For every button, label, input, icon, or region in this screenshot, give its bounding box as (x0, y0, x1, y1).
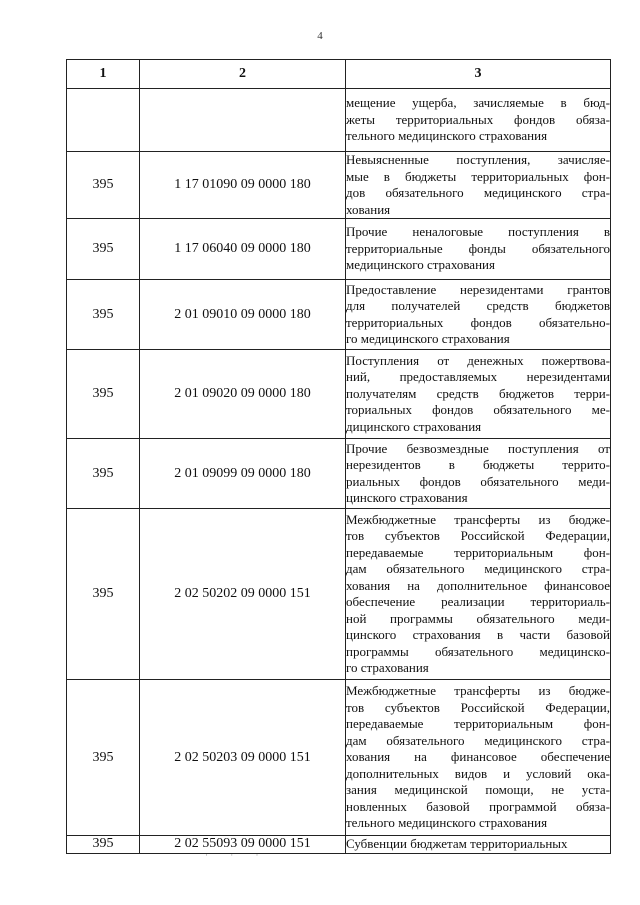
table-body (67, 89, 611, 854)
description-line: Межбюджетные трансферты из бюдже- (346, 683, 610, 699)
revenue-code-cell: 2 02 50203 09 0000 151 (140, 680, 346, 836)
revenue-code-cell: 2 01 09099 09 0000 180 (140, 439, 346, 509)
column-header-2: 2 (140, 60, 346, 89)
admin-code-cell: 395 (67, 280, 140, 350)
admin-code-cell: 395 (67, 680, 140, 836)
description-line: передаваемые территориальным фон- (346, 544, 610, 560)
revenue-code-cell: 2 02 50202 09 0000 151 (140, 509, 346, 680)
table-row (67, 509, 611, 680)
table-row (67, 89, 611, 152)
table-row (67, 152, 611, 219)
description-line: хования на финансовое обеспечение (346, 749, 610, 765)
description-line: цинского страхования (346, 490, 468, 505)
description-line: обеспечение реализации территориаль- (346, 594, 610, 609)
description-line: тельного медицинского страхования (346, 128, 548, 144)
description-line: мые в бюджеты территориальных фон- (346, 168, 610, 184)
admin-code-cell: 395 (67, 836, 140, 854)
description-line: хования (346, 201, 391, 217)
description-line: цинского страхования в части базовой (346, 627, 610, 642)
description-line: мещение ущерба, зачисляемые в бюд- (346, 95, 610, 111)
description-line: медицинского страхования (346, 257, 495, 273)
description-line: для получателей средств бюджетов (346, 298, 610, 313)
description-line: Невыясненные поступления, зачисляе- (346, 152, 610, 167)
description-line: Межбюджетные трансферты из бюдже- (346, 511, 610, 527)
description-line: зания медицинской помощи, не уста- (346, 782, 610, 798)
description-line: передаваемые территориальным фон- (346, 716, 610, 732)
description-cell (346, 280, 611, 350)
description-line: дов обязательного медицинского стра- (346, 185, 610, 200)
description-line: получателям средств бюджетов терри- (346, 385, 610, 401)
table-row (67, 680, 611, 836)
description-line: Поступления от денежных пожертвова- (346, 352, 610, 368)
admin-code-cell: 395 (67, 509, 140, 680)
admin-code-cell: 395 (67, 439, 140, 509)
description-line: дам обязательного медицинского стра- (346, 732, 610, 748)
table-header-row (67, 60, 611, 89)
description-line: ной программы обязательного меди- (346, 610, 610, 626)
table-row (67, 280, 611, 350)
description-line: тельного медицинского страхования (346, 815, 548, 831)
description-line: Прочие безвозмездные поступления от (346, 440, 610, 456)
admin-code-cell: 395 (67, 152, 140, 219)
table-row (67, 836, 611, 854)
admin-code-cell (67, 89, 140, 152)
revenue-code-cell: 1 17 01090 09 0000 180 (140, 152, 346, 219)
description-cell (346, 836, 611, 854)
description-line: тов субъектов Российской Федерации, (346, 528, 610, 543)
description-line: Субвенции бюджетам территориальных (346, 836, 568, 851)
description-cell (346, 509, 611, 680)
table-row (67, 350, 611, 439)
description-line: хования на дополнительное финансовое (346, 577, 610, 593)
description-cell (346, 439, 611, 509)
description-cell (346, 219, 611, 280)
description-line: го медицинского страхования (346, 331, 510, 346)
revenue-code-cell: 2 01 09010 09 0000 180 (140, 280, 346, 350)
column-header-1: 1 (67, 60, 140, 89)
revenue-code-cell (140, 89, 346, 152)
revenue-code-cell: 2 01 09020 09 0000 180 (140, 350, 346, 439)
description-line: территориальных фондов обязательно- (346, 314, 610, 330)
revenue-code-cell: 1 17 06040 09 0000 180 (140, 219, 346, 280)
description-line: новленных базовой программой обяза- (346, 798, 610, 814)
admin-code-cell: 395 (67, 350, 140, 439)
description-line: нерезидентов в бюджеты террито- (346, 457, 610, 472)
description-line: жеты территориальных фондов обяза- (346, 111, 610, 127)
admin-code-cell: 395 (67, 219, 140, 280)
description-line: территориальные фонды обязательного (346, 240, 610, 256)
description-cell (346, 350, 611, 439)
table-row (67, 439, 611, 509)
description-line: Прочие неналоговые поступления в (346, 224, 610, 240)
description-line: ний, предоставляемых нерезидентами (346, 369, 610, 385)
description-line: дополнительных видов и условий ока- (346, 765, 610, 781)
page-number: 4 (317, 30, 323, 42)
revenue-code-cell: 2 02 55093 09 0000 151 (140, 836, 346, 854)
description-line: тов субъектов Российской Федерации, (346, 699, 610, 715)
description-line: ториальных фондов обязательного ме- (346, 402, 610, 418)
scan-artifact: · · · (205, 850, 269, 860)
description-line: Предоставление нерезидентами грантов (346, 281, 610, 297)
description-cell (346, 89, 611, 152)
description-cell (346, 680, 611, 836)
description-line: риальных фондов обязательного меди- (346, 473, 610, 489)
revenue-classification-table (66, 59, 611, 854)
description-line: дам обязательного медицинского стра- (346, 561, 610, 576)
description-line: дицинского страхования (346, 418, 482, 434)
description-line: го страхования (346, 660, 429, 675)
column-header-3: 3 (346, 60, 611, 89)
description-line: программы обязательного медицинско- (346, 643, 610, 659)
description-cell (346, 152, 611, 219)
table-row (67, 219, 611, 280)
